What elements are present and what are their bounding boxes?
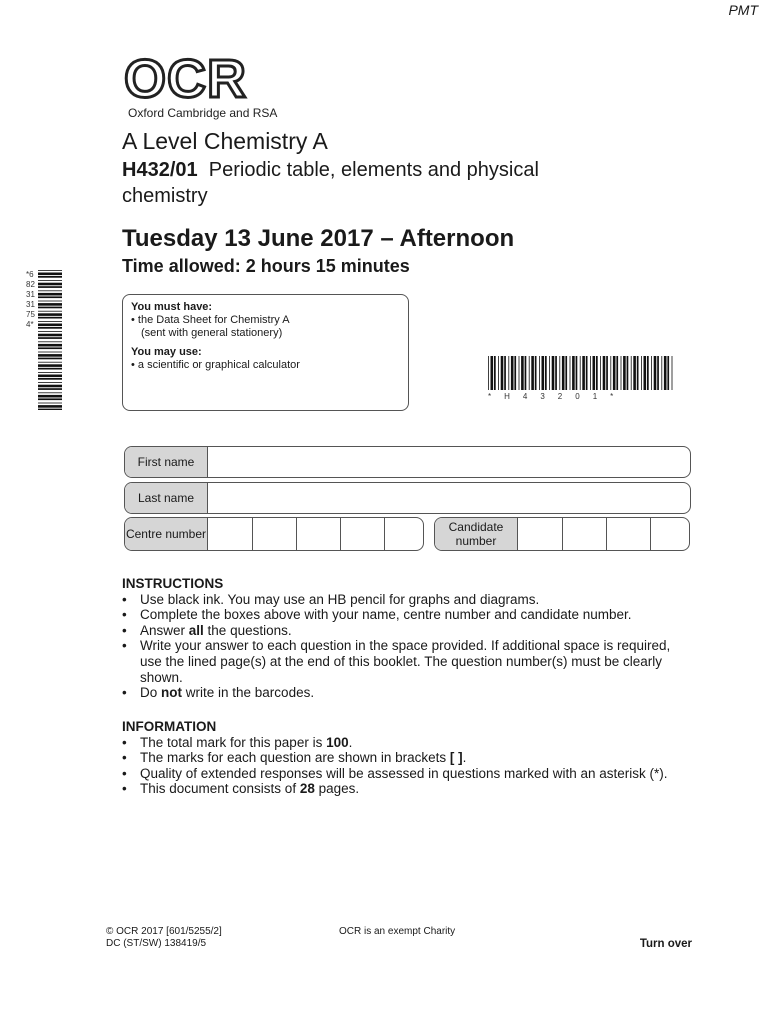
barcode-bar bbox=[621, 356, 622, 390]
barcode-bar bbox=[600, 356, 601, 390]
barcode-bar bbox=[38, 358, 62, 360]
barcode-bar bbox=[565, 356, 567, 390]
barcode-bar bbox=[641, 356, 642, 390]
barcode-bar bbox=[511, 356, 514, 390]
barcode-bar bbox=[542, 356, 545, 390]
barcode-bar bbox=[38, 290, 62, 291]
candidate-number-label: Candidate number bbox=[435, 518, 518, 550]
must-have-item: • the Data Sheet for Chemistry A bbox=[131, 314, 290, 326]
instructions-section bbox=[122, 576, 692, 701]
instructions-list bbox=[122, 592, 692, 701]
barcode-bar bbox=[637, 356, 639, 390]
barcode-bar bbox=[623, 356, 626, 390]
must-have-heading: You must have: bbox=[131, 301, 213, 313]
copyright-text: © OCR 2017 [601/5255/2] bbox=[106, 926, 222, 937]
barcode-bar bbox=[549, 356, 550, 390]
barcode-bar bbox=[38, 324, 62, 327]
information-section bbox=[122, 719, 692, 797]
first-name-label: First name bbox=[125, 447, 208, 477]
horizontal-barcode bbox=[488, 356, 674, 390]
barcode-bar bbox=[38, 321, 62, 322]
barcode-bar bbox=[38, 405, 62, 408]
centre-number-digit[interactable] bbox=[297, 518, 341, 550]
barcode-bar bbox=[38, 296, 62, 298]
barcode-bar bbox=[504, 356, 506, 390]
document-ref: DC (ST/SW) 138419/5 bbox=[106, 938, 207, 949]
barcode-bar bbox=[38, 307, 62, 309]
barcode-bar bbox=[667, 356, 669, 390]
barcode-bar bbox=[38, 362, 62, 363]
barcode-bar bbox=[586, 356, 588, 390]
barcode-bar bbox=[38, 331, 62, 332]
centre-number-label: Centre number bbox=[125, 518, 208, 550]
barcode-bar bbox=[38, 334, 62, 337]
barcode-bar bbox=[38, 301, 62, 302]
barcode-bar bbox=[661, 356, 662, 390]
barcode-bar bbox=[562, 356, 565, 390]
barcode-bar bbox=[38, 276, 62, 278]
barcode-bar bbox=[38, 392, 62, 393]
turn-over-label: Turn over bbox=[639, 938, 692, 950]
barcode-bar bbox=[38, 354, 62, 357]
charity-text: OCR is an exempt Charity bbox=[339, 926, 456, 937]
barcode-bar bbox=[580, 356, 581, 390]
barcode-bar bbox=[38, 273, 62, 276]
barcode-bar bbox=[501, 356, 504, 390]
barcode-bar bbox=[38, 347, 62, 349]
candidate-number-digit[interactable] bbox=[563, 518, 607, 550]
first-name-row bbox=[124, 446, 691, 478]
may-use-item: • a scientific or graphical calculator bbox=[131, 359, 300, 371]
paper-title bbox=[122, 157, 602, 209]
barcode-bar bbox=[38, 368, 62, 370]
barcode-bar bbox=[593, 356, 596, 390]
vertical-barcode-digits: *6823131754* bbox=[26, 270, 35, 329]
barcode-bar bbox=[519, 356, 520, 390]
barcode-bar bbox=[521, 356, 524, 390]
centre-number-digit[interactable] bbox=[341, 518, 385, 550]
barcode-bar bbox=[38, 283, 62, 286]
barcode-bar bbox=[508, 356, 509, 390]
barcode-bar bbox=[651, 356, 652, 390]
barcode-bar bbox=[38, 303, 62, 306]
barcode-bar bbox=[38, 375, 62, 378]
barcode-bar bbox=[38, 398, 62, 400]
barcode-bar bbox=[38, 337, 62, 339]
information-item: • This document consists of 28 pages. bbox=[122, 781, 692, 797]
barcode-bar bbox=[38, 352, 62, 353]
barcode-bar bbox=[38, 403, 62, 404]
candidate-number-digit[interactable] bbox=[651, 518, 689, 550]
barcode-bar bbox=[582, 356, 585, 390]
barcode-bar bbox=[647, 356, 649, 390]
barcode-bar bbox=[38, 286, 62, 288]
barcode-bar bbox=[531, 356, 534, 390]
information-heading: INFORMATION bbox=[122, 719, 217, 734]
barcode-bar bbox=[38, 313, 62, 316]
centre-number-digit[interactable] bbox=[208, 518, 253, 550]
barcode-bar bbox=[38, 344, 62, 347]
barcode-bar bbox=[38, 270, 62, 271]
barcode-bar bbox=[664, 356, 667, 390]
paper-name: Periodic table, elements and physical chemistry bbox=[122, 159, 539, 207]
last-name-label: Last name bbox=[125, 483, 208, 513]
instructions-heading: INSTRUCTIONS bbox=[122, 576, 224, 591]
barcode-bar bbox=[603, 356, 606, 390]
barcode-bar bbox=[644, 356, 647, 390]
footer-left bbox=[106, 926, 222, 950]
ocr-logo: OCR bbox=[124, 49, 247, 109]
barcode-bar bbox=[38, 341, 62, 342]
barcode-bar bbox=[552, 356, 555, 390]
barcode-bar bbox=[38, 385, 62, 388]
centre-number-row bbox=[124, 517, 424, 551]
barcode-bar bbox=[38, 382, 62, 383]
barcode-bar bbox=[627, 356, 629, 390]
must-have-item-note: (sent with general stationery) bbox=[141, 327, 283, 339]
requirements-box bbox=[122, 294, 409, 411]
barcode-bar bbox=[529, 356, 530, 390]
barcode-bar bbox=[570, 356, 571, 390]
barcode-bar bbox=[488, 356, 489, 390]
may-use-heading: You may use: bbox=[131, 346, 202, 358]
barcode-bar bbox=[606, 356, 608, 390]
barcode-bar bbox=[545, 356, 547, 390]
barcode-bar bbox=[672, 356, 673, 390]
time-allowed: Time allowed: 2 hours 15 minutes bbox=[122, 256, 410, 276]
barcode-bar bbox=[616, 356, 618, 390]
barcode-bar bbox=[576, 356, 578, 390]
barcode-bar bbox=[498, 356, 499, 390]
instruction-item: • Complete the boxes above with your name, centre number and candidate number. bbox=[122, 607, 692, 623]
barcode-bar bbox=[633, 356, 636, 390]
barcode-bar bbox=[535, 356, 537, 390]
barcode-bar bbox=[38, 372, 62, 373]
exam-date: Tuesday 13 June 2017 – Afternoon bbox=[122, 225, 515, 252]
information-item: • The total mark for this paper is 100. bbox=[122, 735, 692, 751]
barcode-bar bbox=[38, 395, 62, 398]
barcode-bar bbox=[657, 356, 659, 390]
barcode-bar bbox=[555, 356, 557, 390]
horizontal-barcode-digits: *H43201* bbox=[488, 392, 627, 401]
last-name-row bbox=[124, 482, 691, 514]
barcode-bar bbox=[38, 311, 62, 312]
barcode-bar bbox=[631, 356, 632, 390]
instruction-item: • Do not write in the barcodes. bbox=[122, 685, 692, 701]
first-name-field[interactable] bbox=[208, 447, 690, 477]
vertical-barcode bbox=[38, 270, 62, 410]
barcode-bar bbox=[38, 378, 62, 380]
instruction-item: • Use black ink. You may use an HB pencil for graphs and diagrams. bbox=[122, 592, 692, 608]
instruction-item: • Write your answer to each question in the space provided. If additional space is required, use the lined page(s) at the end of this booklet. The question number(s) must be clearly shown. bbox=[122, 638, 692, 685]
barcode-bar bbox=[596, 356, 598, 390]
barcode-bar bbox=[38, 280, 62, 281]
barcode-bar bbox=[38, 317, 62, 319]
barcode-bar bbox=[514, 356, 516, 390]
pmt-label: PMT bbox=[728, 2, 758, 18]
information-item: • The marks for each question are shown in brackets [ ]. bbox=[122, 750, 692, 766]
barcode-bar bbox=[38, 293, 62, 296]
barcode-bar bbox=[38, 327, 62, 329]
qualification-title: A Level Chemistry A bbox=[122, 128, 328, 154]
barcode-bar bbox=[38, 388, 62, 390]
candidate-number-digit[interactable] bbox=[518, 518, 563, 550]
information-item: • Quality of extended responses will be assessed in questions marked with an asterisk (*). bbox=[122, 766, 692, 782]
barcode-bar bbox=[38, 409, 62, 410]
barcode-bar bbox=[613, 356, 616, 390]
last-name-field[interactable] bbox=[208, 483, 690, 513]
candidate-number-digit[interactable] bbox=[607, 518, 651, 550]
barcode-bar bbox=[491, 356, 494, 390]
candidate-number-row bbox=[434, 517, 690, 551]
barcode-bar bbox=[559, 356, 560, 390]
ocr-logo-subtitle: Oxford Cambridge and RSA bbox=[128, 106, 278, 120]
barcode-bar bbox=[525, 356, 527, 390]
barcode-bar bbox=[539, 356, 540, 390]
centre-number-digit[interactable] bbox=[253, 518, 297, 550]
information-list bbox=[122, 735, 692, 797]
barcode-bar bbox=[610, 356, 611, 390]
barcode-bar bbox=[654, 356, 657, 390]
paper-code: H432/01 bbox=[122, 159, 198, 181]
barcode-bar bbox=[494, 356, 496, 390]
barcode-bar bbox=[590, 356, 591, 390]
barcode-bar bbox=[38, 364, 62, 367]
centre-number-digit[interactable] bbox=[385, 518, 423, 550]
barcode-bar bbox=[572, 356, 575, 390]
instruction-item: • Answer all the questions. bbox=[122, 623, 692, 639]
